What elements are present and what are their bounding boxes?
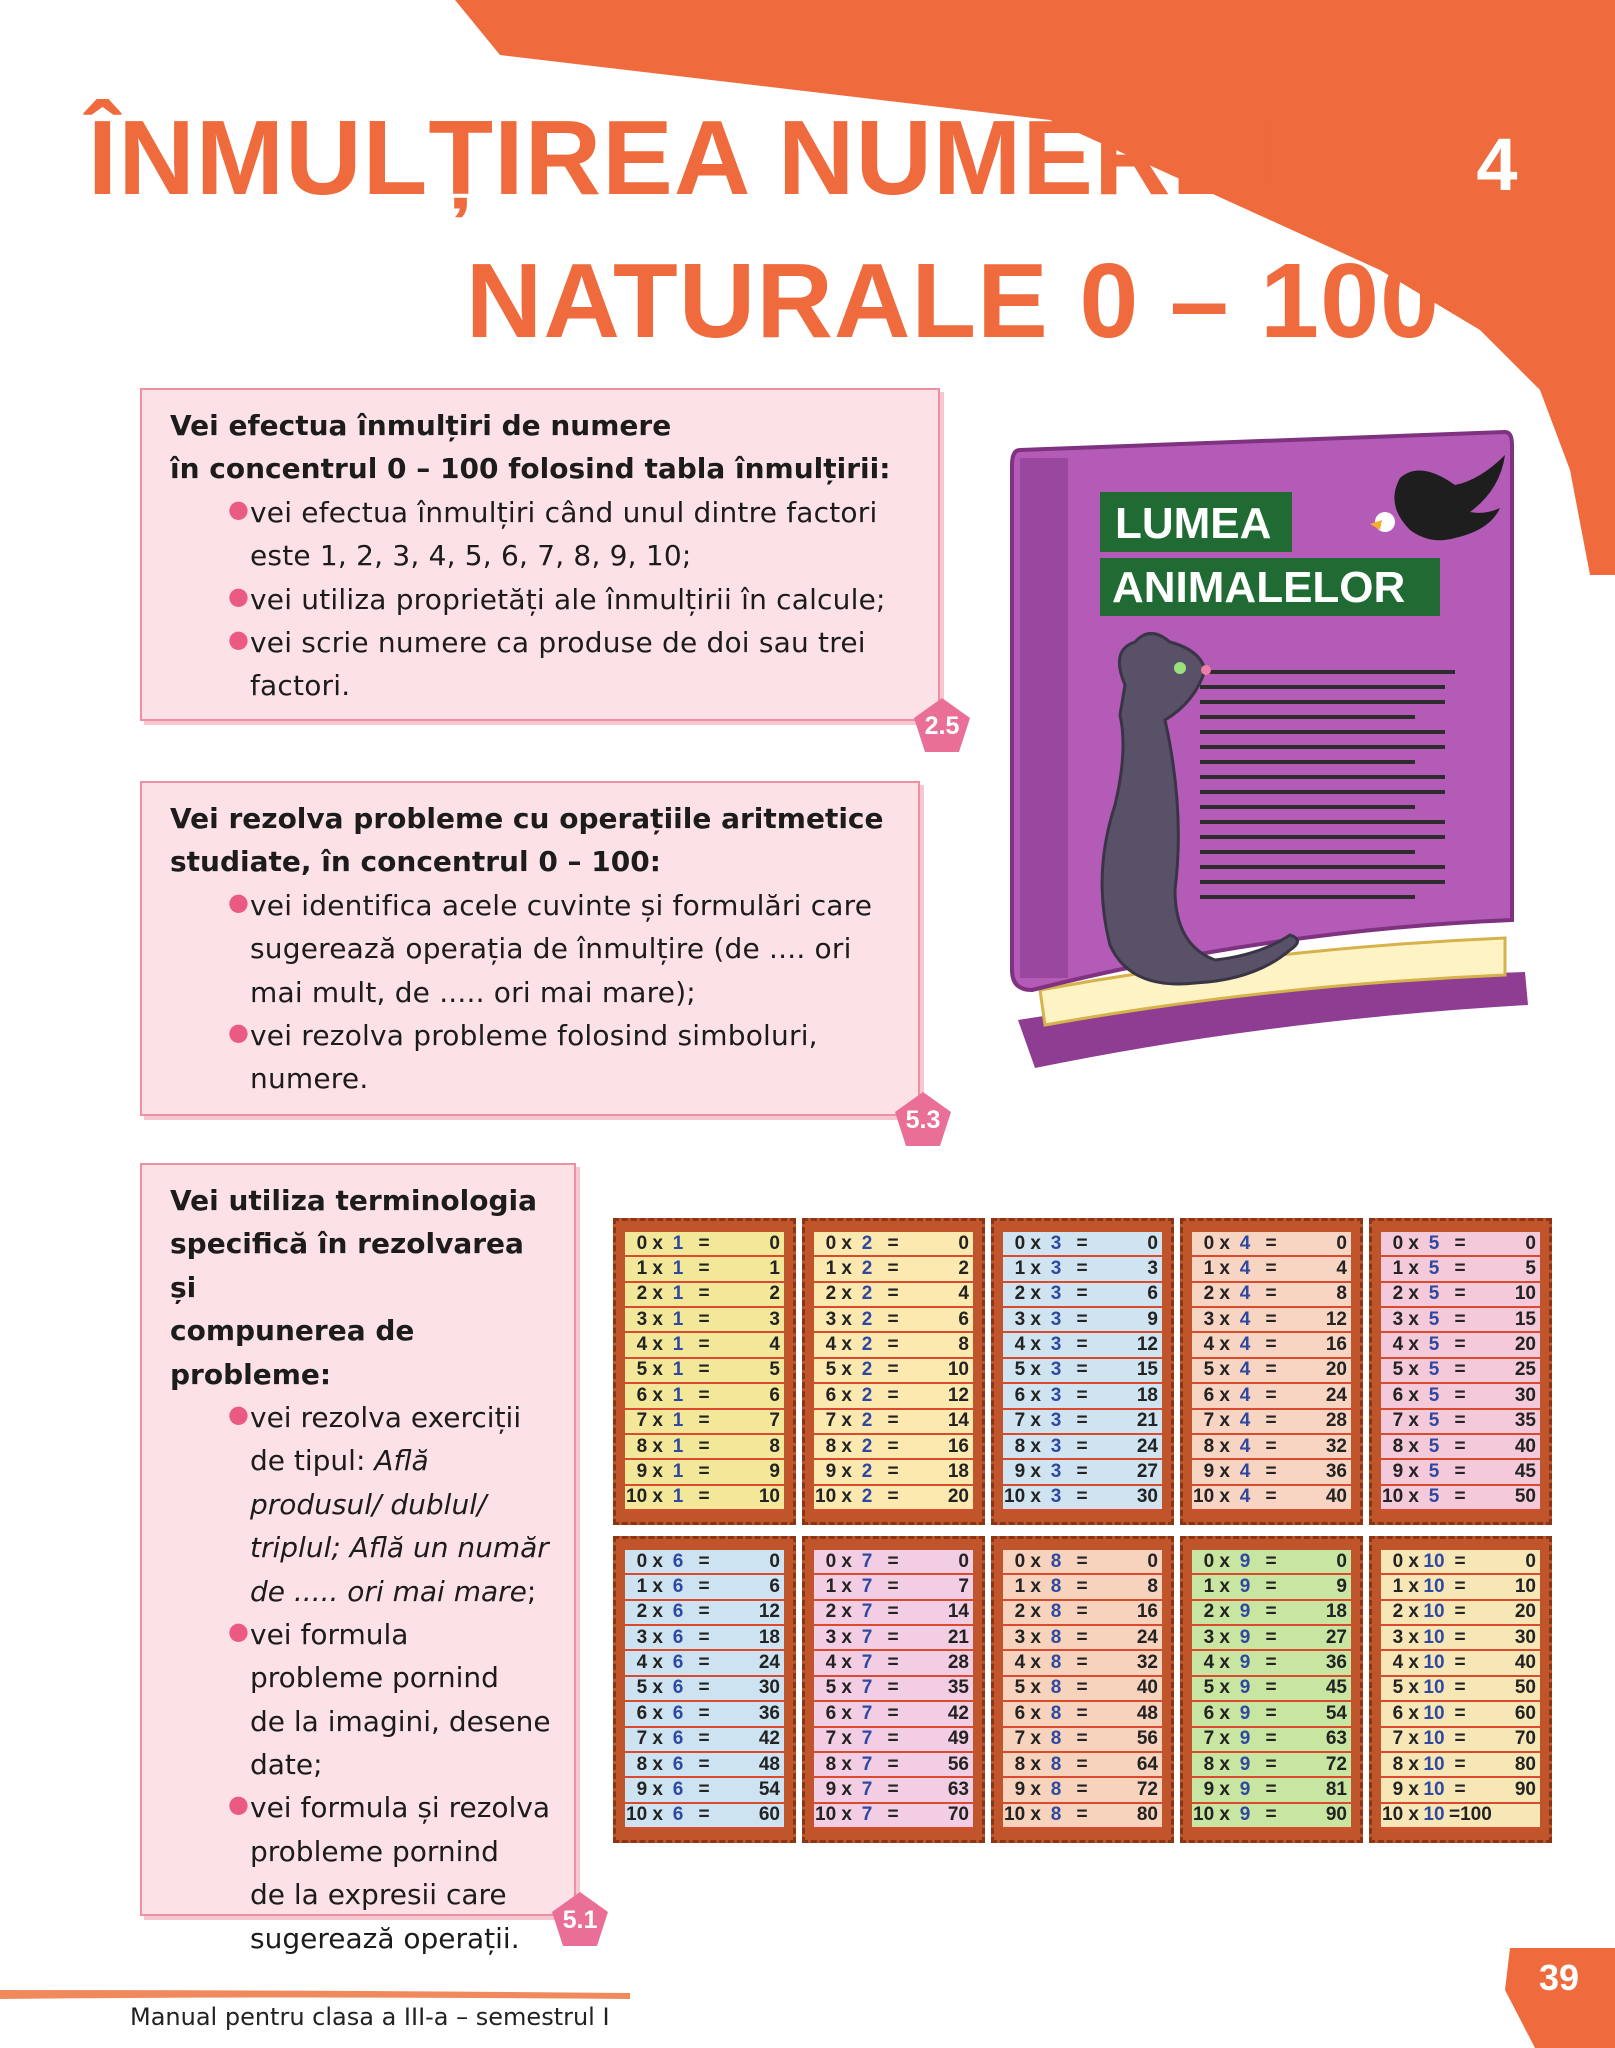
times-table-row: 7 x 7 = 49 xyxy=(814,1728,973,1753)
times-table-row: 10 x 9 = 90 xyxy=(1192,1804,1351,1829)
times-table-row: 4 x 8 = 32 xyxy=(1003,1651,1162,1676)
objective-item: ● vei utiliza proprietăți ale înmulțirii în calcule; xyxy=(170,578,918,621)
book-title-line2: ANIMALELOR xyxy=(1112,563,1406,612)
times-table-row: 3 x 4 = 12 xyxy=(1192,1308,1351,1333)
book-title-line1: LUMEA xyxy=(1115,499,1272,548)
times-table-row: 1 x 6 = 6 xyxy=(625,1575,784,1600)
times-table-row: 8 x 2 = 16 xyxy=(814,1435,973,1460)
objective-heading xyxy=(170,1179,554,1396)
times-table-row: 9 x 6 = 54 xyxy=(625,1778,784,1803)
times-table-row: 10 x 6 = 60 xyxy=(625,1804,784,1829)
times-table-card xyxy=(1369,1218,1552,1525)
times-table-row: 6 x 3 = 18 xyxy=(1003,1384,1162,1409)
times-table-row: 8 x 8 = 64 xyxy=(1003,1753,1162,1778)
heading-line: Vei rezolva probleme cu operațiile aritmetice xyxy=(170,802,884,835)
times-table-row: 1 x 2 = 2 xyxy=(814,1257,973,1282)
times-table-row: 3 x 8 = 24 xyxy=(1003,1626,1162,1651)
times-table-row: 4 x 7 = 28 xyxy=(814,1651,973,1676)
times-table-row: 7 x 9 = 63 xyxy=(1192,1728,1351,1753)
times-table-row: 1 x 7 = 7 xyxy=(814,1575,973,1600)
times-table-row: 5 x 6 = 30 xyxy=(625,1677,784,1702)
times-table-row: 10 x 10 =100 xyxy=(1381,1804,1540,1829)
bullet-icon: ● xyxy=(228,1017,249,1046)
times-table-row: 5 x 1 = 5 xyxy=(625,1359,784,1384)
times-table-row: 9 x 3 = 27 xyxy=(1003,1460,1162,1485)
times-table-row: 8 x 10 = 80 xyxy=(1381,1753,1540,1778)
times-table-row: 5 x 4 = 20 xyxy=(1192,1359,1351,1384)
times-table-row: 2 x 4 = 8 xyxy=(1192,1283,1351,1308)
times-table-row: 0 x 6 = 0 xyxy=(625,1550,784,1575)
times-table-row: 9 x 7 = 63 xyxy=(814,1778,973,1803)
times-table-row: 3 x 6 = 18 xyxy=(625,1626,784,1651)
times-table-row: 10 x 8 = 80 xyxy=(1003,1804,1162,1829)
times-table-row: 0 x 10 = 0 xyxy=(1381,1550,1540,1575)
objective-box-1 xyxy=(140,388,940,721)
objective-item: ● vei scrie numere ca produse de doi sau trei factori. xyxy=(170,621,918,708)
times-table-row: 0 x 3 = 0 xyxy=(1003,1232,1162,1257)
times-table-row: 4 x 6 = 24 xyxy=(625,1651,784,1676)
times-table-row: 2 x 2 = 4 xyxy=(814,1283,973,1308)
times-table-row: 8 x 9 = 72 xyxy=(1192,1753,1351,1778)
chapter-number: 4 xyxy=(1476,122,1518,206)
times-table-row: 7 x 4 = 28 xyxy=(1192,1410,1351,1435)
objective-box-3 xyxy=(140,1163,576,1955)
times-table-row: 8 x 5 = 40 xyxy=(1381,1435,1540,1460)
times-table-card xyxy=(991,1218,1174,1525)
times-table-row: 6 x 9 = 54 xyxy=(1192,1702,1351,1727)
bullet-icon: ● xyxy=(228,1616,249,1645)
times-table-row: 7 x 8 = 56 xyxy=(1003,1728,1162,1753)
times-table-row: 6 x 10 = 60 xyxy=(1381,1702,1540,1727)
times-table-row: 5 x 9 = 45 xyxy=(1192,1677,1351,1702)
times-table-row: 10 x 1 = 10 xyxy=(625,1486,784,1511)
competency-tag-5-1: 5.1 xyxy=(550,1890,610,1948)
times-table-card xyxy=(802,1218,985,1525)
times-table-row: 9 x 5 = 45 xyxy=(1381,1460,1540,1485)
times-table-row: 2 x 5 = 10 xyxy=(1381,1283,1540,1308)
times-table-row: 0 x 8 = 0 xyxy=(1003,1550,1162,1575)
times-table-row: 0 x 1 = 0 xyxy=(625,1232,784,1257)
bullet-icon: ● xyxy=(228,624,249,653)
times-table-row: 4 x 2 = 8 xyxy=(814,1333,973,1358)
times-table-row: 8 x 3 = 24 xyxy=(1003,1435,1162,1460)
times-table-row: 4 x 9 = 36 xyxy=(1192,1651,1351,1676)
times-table-row: 6 x 4 = 24 xyxy=(1192,1384,1351,1409)
times-table-row: 3 x 3 = 9 xyxy=(1003,1308,1162,1333)
times-table-card xyxy=(1180,1218,1363,1525)
times-table-row: 7 x 2 = 14 xyxy=(814,1410,973,1435)
times-table-row: 9 x 9 = 81 xyxy=(1192,1778,1351,1803)
bullet-icon: ● xyxy=(228,494,249,523)
heading-line: specifică în rezolvarea și xyxy=(170,1227,524,1304)
times-table-row: 8 x 6 = 48 xyxy=(625,1753,784,1778)
objective-item: ● vei rezolva probleme folosind simboluri, numere. xyxy=(170,1014,898,1101)
heading-line: compunerea de probleme: xyxy=(170,1314,415,1391)
times-table-row: 9 x 8 = 72 xyxy=(1003,1778,1162,1803)
heading-line: Vei efectua înmulțiri de numere xyxy=(170,409,672,442)
times-table-row: 6 x 7 = 42 xyxy=(814,1702,973,1727)
objective-item: ● vei efectua înmulțiri când unul dintre factori este 1, 2, 3, 4, 5, 6, 7, 8, 9, 10; xyxy=(170,491,918,578)
heading-line: în concentrul 0 – 100 folosind tabla înmulțirii: xyxy=(170,452,891,486)
times-table-row: 2 x 6 = 12 xyxy=(625,1601,784,1626)
times-table-row: 7 x 1 = 7 xyxy=(625,1410,784,1435)
times-table-row: 2 x 10 = 20 xyxy=(1381,1601,1540,1626)
times-table-card xyxy=(802,1536,985,1843)
times-table-row: 8 x 1 = 8 xyxy=(625,1435,784,1460)
times-table-row: 7 x 6 = 42 xyxy=(625,1728,784,1753)
times-table-row: 3 x 2 = 6 xyxy=(814,1308,973,1333)
times-table-row: 3 x 10 = 30 xyxy=(1381,1626,1540,1651)
times-table-row: 6 x 8 = 48 xyxy=(1003,1702,1162,1727)
times-table-row: 1 x 10 = 10 xyxy=(1381,1575,1540,1600)
book-spine xyxy=(1020,458,1068,978)
footer-text: Manual pentru clasa a III-a – semestrul I xyxy=(130,2003,610,2031)
times-table-row: 2 x 3 = 6 xyxy=(1003,1283,1162,1308)
times-table-row: 6 x 6 = 36 xyxy=(625,1702,784,1727)
times-table-row: 1 x 5 = 5 xyxy=(1381,1257,1540,1282)
times-table-card xyxy=(613,1536,796,1843)
times-table-row: 4 x 5 = 20 xyxy=(1381,1333,1540,1358)
objective-heading xyxy=(170,797,898,884)
times-table-row: 6 x 5 = 30 xyxy=(1381,1384,1540,1409)
times-table-row: 2 x 8 = 16 xyxy=(1003,1601,1162,1626)
times-table-row: 2 x 1 = 2 xyxy=(625,1283,784,1308)
times-table-row: 4 x 3 = 12 xyxy=(1003,1333,1162,1358)
times-table-row: 5 x 2 = 10 xyxy=(814,1359,973,1384)
times-table-row: 10 x 7 = 70 xyxy=(814,1804,973,1829)
objective-box-2 xyxy=(140,781,920,1116)
times-table-row: 4 x 4 = 16 xyxy=(1192,1333,1351,1358)
times-table-row: 4 x 10 = 40 xyxy=(1381,1651,1540,1676)
times-table-row: 0 x 2 = 0 xyxy=(814,1232,973,1257)
times-table-row: 1 x 4 = 4 xyxy=(1192,1257,1351,1282)
times-table-row: 5 x 5 = 25 xyxy=(1381,1359,1540,1384)
competency-tag-2-5: 2.5 xyxy=(912,696,972,754)
times-table-row: 3 x 5 = 15 xyxy=(1381,1308,1540,1333)
times-table-row: 3 x 7 = 21 xyxy=(814,1626,973,1651)
times-table-row: 8 x 4 = 32 xyxy=(1192,1435,1351,1460)
times-table-row: 6 x 1 = 6 xyxy=(625,1384,784,1409)
times-table-card xyxy=(613,1218,796,1525)
times-table-row: 2 x 7 = 14 xyxy=(814,1601,973,1626)
book-illustration xyxy=(1000,420,1545,1090)
times-table-row: 4 x 1 = 4 xyxy=(625,1333,784,1358)
times-table-row: 5 x 7 = 35 xyxy=(814,1677,973,1702)
objective-item: ● vei formula și rezolva probleme pornind de la expresii care sugerează operații. xyxy=(170,1786,554,1960)
times-table-row: 5 x 8 = 40 xyxy=(1003,1677,1162,1702)
times-table-row: 1 x 3 = 3 xyxy=(1003,1257,1162,1282)
times-table-row: 9 x 1 = 9 xyxy=(625,1460,784,1485)
times-table-row: 10 x 2 = 20 xyxy=(814,1486,973,1511)
page-number: 39 xyxy=(1538,1957,1580,1998)
heading-line: studiate, în concentrul 0 – 100: xyxy=(170,845,661,879)
bullet-icon: ● xyxy=(228,1399,249,1428)
times-table-row: 8 x 7 = 56 xyxy=(814,1753,973,1778)
objective-item: ● vei identifica acele cuvinte și formulări care sugerează operația de înmulțire (de .... ori mai mult, de ..... ori mai mare); xyxy=(170,884,898,1014)
times-table-row: 10 x 5 = 50 xyxy=(1381,1486,1540,1511)
times-table-row: 6 x 2 = 12 xyxy=(814,1384,973,1409)
times-table-row: 1 x 1 = 1 xyxy=(625,1257,784,1282)
heading-line: Vei utiliza terminologia xyxy=(170,1184,538,1217)
times-table-row: 9 x 10 = 90 xyxy=(1381,1778,1540,1803)
competency-tag-5-3: 5.3 xyxy=(893,1090,953,1148)
chapter-title-line2: NATURALE 0 – 100 xyxy=(465,242,1440,360)
times-table-row: 2 x 9 = 18 xyxy=(1192,1601,1351,1626)
times-table-row: 9 x 2 = 18 xyxy=(814,1460,973,1485)
bullet-icon: ● xyxy=(228,581,249,610)
times-table-row: 7 x 3 = 21 xyxy=(1003,1410,1162,1435)
times-table-row: 1 x 8 = 8 xyxy=(1003,1575,1162,1600)
times-table-card xyxy=(1369,1536,1552,1843)
times-table-row: 0 x 5 = 0 xyxy=(1381,1232,1540,1257)
objective-heading xyxy=(170,404,918,491)
objective-item: ● vei formula probleme pornind de la imagini, desene date; xyxy=(170,1613,554,1787)
times-table-row: 9 x 4 = 36 xyxy=(1192,1460,1351,1485)
times-table-row: 0 x 9 = 0 xyxy=(1192,1550,1351,1575)
times-table-row: 3 x 1 = 3 xyxy=(625,1308,784,1333)
chapter-title-line1: ÎNMULȚIREA NUMERELOR xyxy=(87,99,1470,217)
times-table-row: 7 x 10 = 70 xyxy=(1381,1728,1540,1753)
objective-item: ● vei rezolva exerciții de tipul: Află produsul/ dublul/ triplul; Află un număr de ..... ori mai mare; xyxy=(170,1396,554,1613)
times-table-row: 10 x 4 = 40 xyxy=(1192,1486,1351,1511)
times-table-row: 5 x 10 = 50 xyxy=(1381,1677,1540,1702)
times-table-row: 0 x 4 = 0 xyxy=(1192,1232,1351,1257)
times-table-row: 3 x 9 = 27 xyxy=(1192,1626,1351,1651)
times-table-card xyxy=(991,1536,1174,1843)
times-table-row: 10 x 3 = 30 xyxy=(1003,1486,1162,1511)
times-table-row: 7 x 5 = 35 xyxy=(1381,1410,1540,1435)
times-table-row: 1 x 9 = 9 xyxy=(1192,1575,1351,1600)
bullet-icon: ● xyxy=(228,887,249,916)
times-table-row: 0 x 7 = 0 xyxy=(814,1550,973,1575)
bullet-icon: ● xyxy=(228,1790,249,1819)
times-table-row: 5 x 3 = 15 xyxy=(1003,1359,1162,1384)
times-table-card xyxy=(1180,1536,1363,1843)
